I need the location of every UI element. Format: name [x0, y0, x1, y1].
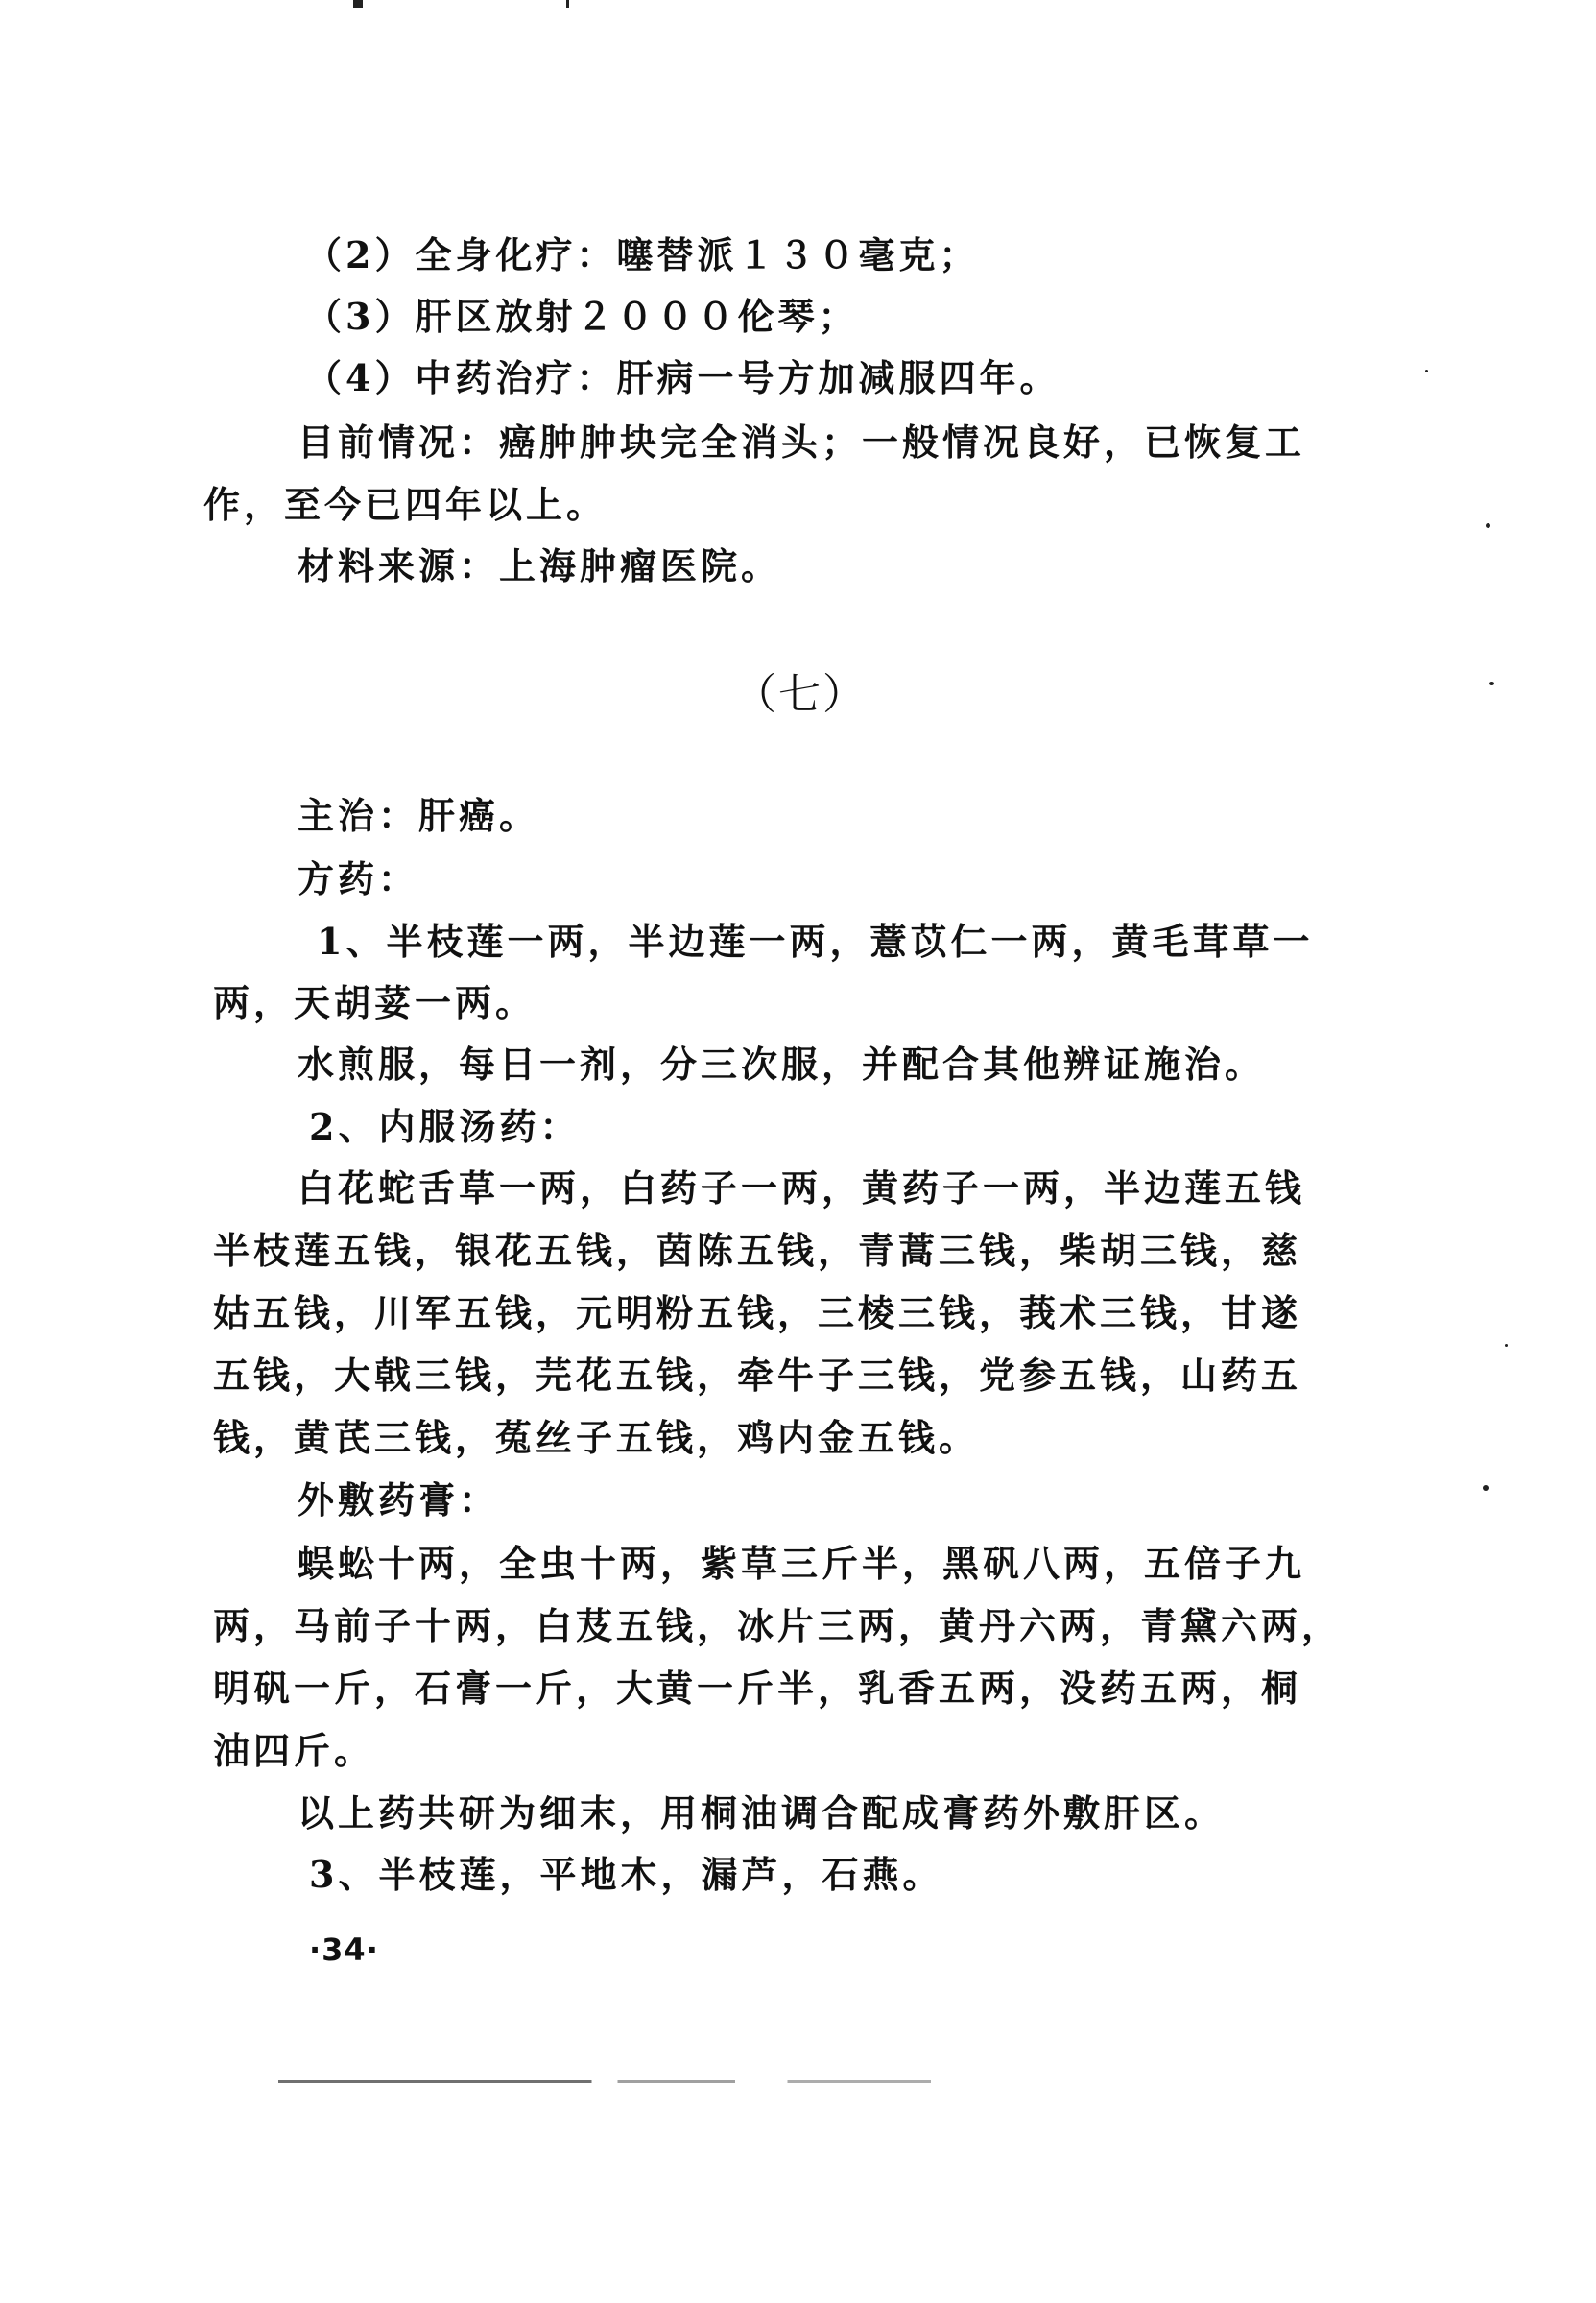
external-plaster-label: 外敷药膏：: [298, 1478, 500, 1522]
material-source: [298, 543, 781, 589]
prescription-line: 明矾一斤，石膏一斤，大黄一斤半，乳香五两，没药五两，桐: [213, 1667, 1302, 1710]
main-treatment: [298, 793, 539, 839]
prescription-line: 钱，黄芪三钱，菟丝子五钱，鸡内金五钱。: [213, 1416, 980, 1459]
scan-speck: [1425, 370, 1428, 372]
prescription-line: 1、半枝莲一两，半边莲一两，薏苡仁一两，黄毛茸草一: [317, 920, 1314, 963]
page-number: ·34·: [309, 1931, 379, 1968]
treatment-item-chemotherapy: （2）全身化疗：噻替派１３０毫克；: [305, 233, 980, 276]
prescription-line: 2、内服汤药：: [309, 1105, 581, 1148]
material-source-label: 材料来源：: [298, 545, 500, 588]
prescription-line: 油四斤。: [213, 1729, 375, 1772]
main-treatment-label: 主治：: [298, 795, 419, 837]
scan-speck: [1489, 682, 1494, 685]
section-heading: （七）: [734, 670, 867, 719]
scan-artifact: [566, 0, 569, 8]
treatment-item-tcm: （4）中药治疗：肝病一号方加减服四年。: [305, 356, 1060, 399]
prescription-label: 方药：: [298, 858, 419, 900]
main-treatment-value: 肝癌。: [418, 794, 540, 837]
prescription-line: 以上药共研为细末，用桐油调合配成膏药外敷肝区。: [298, 1791, 1226, 1835]
treatment-item-radiation: （3）肝区放射２０００伦琴；: [305, 295, 859, 338]
prescription-line: 3、半枝莲，平地木，漏芦，石燕。: [309, 1853, 943, 1896]
current-status-line-1: 目前情况：癌肿肿块完全消头；一般情况良好，已恢复工: [298, 420, 1306, 464]
scan-speck: [1483, 1485, 1489, 1491]
prescription-line: 水煎服，每日一剂，分三次服，并配合其他辨证施治。: [298, 1043, 1266, 1086]
prescription-line: 白花蛇舌草一两，白药子一两，黄药子一两，半边莲五钱: [298, 1166, 1306, 1210]
material-source-value: 上海肿瘤医院。: [499, 544, 782, 588]
bottom-scan-rule: [278, 2080, 931, 2083]
current-status-line-2: 作，至今已四年以上。: [203, 483, 607, 526]
scan-artifact: [353, 0, 363, 8]
scan-speck: [1486, 523, 1490, 528]
prescription-line: 两，马前子十两，白芨五钱，冰片三两，黄丹六两，青黛六两，: [213, 1604, 1343, 1647]
prescription-line: 姑五钱，川军五钱，元明粉五钱，三棱三钱，莪术三钱，甘遂: [213, 1291, 1302, 1334]
scan-speck: [1505, 1344, 1508, 1347]
prescription-line: 五钱，大戟三钱，芫花五钱，牵牛子三钱，党参五钱，山药五: [213, 1354, 1302, 1397]
prescription-line: 两，天胡荽一两。: [213, 981, 536, 1024]
prescription-line: 蜈蚣十两，全虫十两，紫草三斤半，黑矾八两，五倍子九: [298, 1542, 1306, 1585]
prescription-line: 半枝莲五钱，银花五钱，茵陈五钱，青蒿三钱，柴胡三钱，慈: [213, 1229, 1302, 1272]
